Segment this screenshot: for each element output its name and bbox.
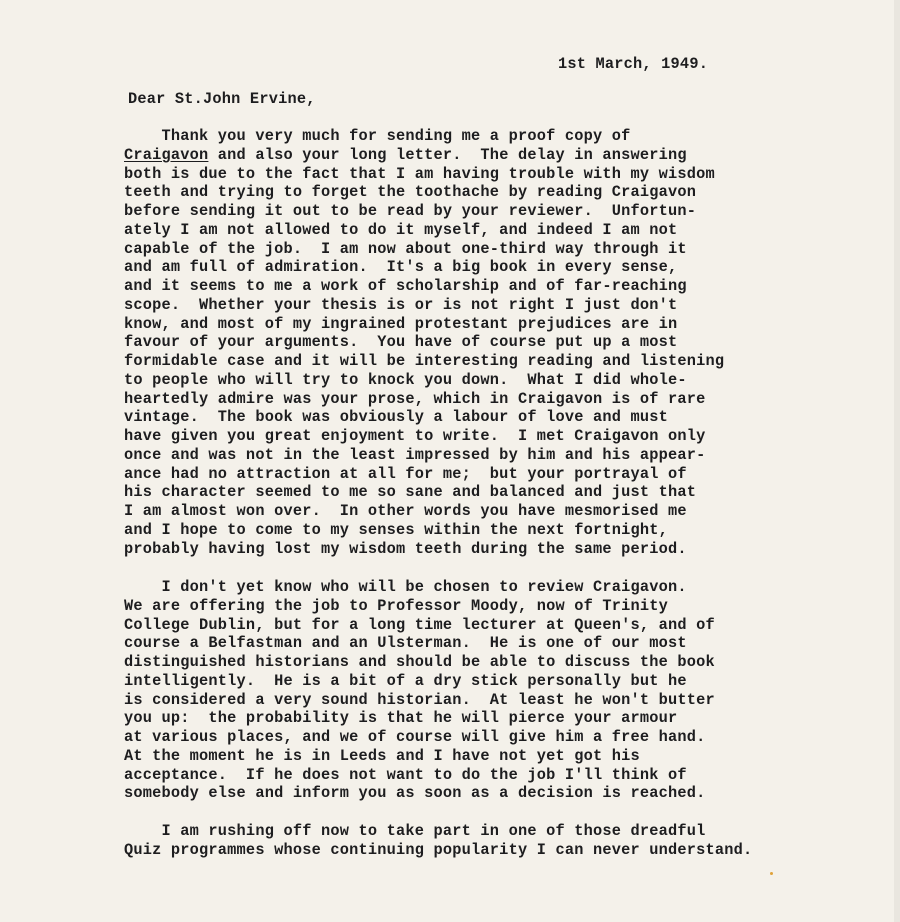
paragraph-2: [124, 578, 715, 803]
text-line: ance had no attraction at all for me; but your portrayal of: [124, 464, 687, 483]
text-line: capable of the job. I am now about one-third way through it: [124, 239, 687, 258]
text-line: At the moment he is in Leeds and I have not yet got his: [124, 746, 640, 765]
text-line: you up: the probability is that he will pierce your armour: [124, 709, 678, 728]
text-line: is considered a very sound historian. At least he won't butter: [124, 690, 715, 709]
text-fragment: and also your long letter. The delay in answering: [208, 145, 687, 164]
salutation: Dear St.John Ervine,: [128, 90, 316, 108]
paragraph-3: [124, 822, 752, 860]
text-line: ately I am not allowed to do it myself, and indeed I am not: [124, 220, 678, 239]
text-line: [124, 146, 724, 165]
text-line: scope. Whether your thesis is or is not right I just don't: [124, 295, 678, 314]
text-line: have given you great enjoyment to write. I met Craigavon only: [124, 427, 706, 445]
text-line: heartedly admire was your prose, which in Craigavon is of rare: [124, 389, 706, 408]
text-line: before sending it out to be read by your reviewer. Unfortun-: [124, 202, 697, 220]
text-line: I don't yet know who will be chosen to review Craigavon.: [124, 578, 687, 596]
text-line: and it seems to me a work of scholarship and of far-reaching: [124, 277, 687, 295]
text-line: to people who will try to knock you down. What I did whole-: [124, 370, 687, 389]
text-line: at various places, and we of course will give him a free hand.: [124, 728, 706, 746]
text-line: distinguished historians and should be able to discuss the book: [124, 653, 715, 671]
text-line: both is due to the fact that I am having trouble with my wisdom: [124, 164, 715, 183]
text-line: I am rushing off now to take part in one of those dreadful: [124, 822, 706, 840]
text-line: We are offering the job to Professor Moody, now of Trinity: [124, 596, 669, 615]
text-line: somebody else and inform you as soon as a decision is reached.: [124, 784, 706, 803]
letter-date: 1st March, 1949.: [558, 55, 709, 73]
text-line: intelligently. He is a bit of a dry stick personally but he: [124, 671, 687, 690]
text-line: formidable case and it will be interesting reading and listening: [124, 352, 725, 370]
text-line: course a Belfastman and an Ulsterman. He is one of our most: [124, 634, 687, 653]
page-edge: [894, 0, 900, 922]
text-line: favour of your arguments. You have of course put up a most: [124, 333, 678, 352]
text-line: Quiz programmes whose continuing popularity I can never understand.: [124, 840, 753, 859]
text-line: and am full of admiration. It's a big book in every sense,: [124, 258, 678, 277]
paragraph-1: [124, 127, 724, 558]
text-line: acceptance. If he does not want to do the job I'll think of: [124, 765, 687, 784]
text-line: I am almost won over. In other words you have mesmorised me: [124, 502, 687, 520]
text-line: vintage. The book was obviously a labour of love and must: [124, 408, 669, 427]
paper-speck: [770, 872, 773, 875]
text-line: College Dublin, but for a long time lecturer at Queen's, and of: [124, 615, 715, 634]
text-line: know, and most of my ingrained protestant prejudices are in: [124, 314, 678, 333]
book-title: Craigavon: [124, 145, 209, 164]
text-line: Thank you very much for sending me a proof copy of: [124, 127, 631, 145]
text-line: once and was not in the least impressed by him and his appear-: [124, 445, 706, 464]
text-line: teeth and trying to forget the toothache by reading Craigavon: [124, 183, 697, 202]
text-line: probably having lost my wisdom teeth during the same period.: [124, 539, 687, 558]
text-line: and I hope to come to my senses within the next fortnight,: [124, 520, 669, 539]
text-line: his character seemed to me so sane and balanced and just that: [124, 483, 697, 502]
